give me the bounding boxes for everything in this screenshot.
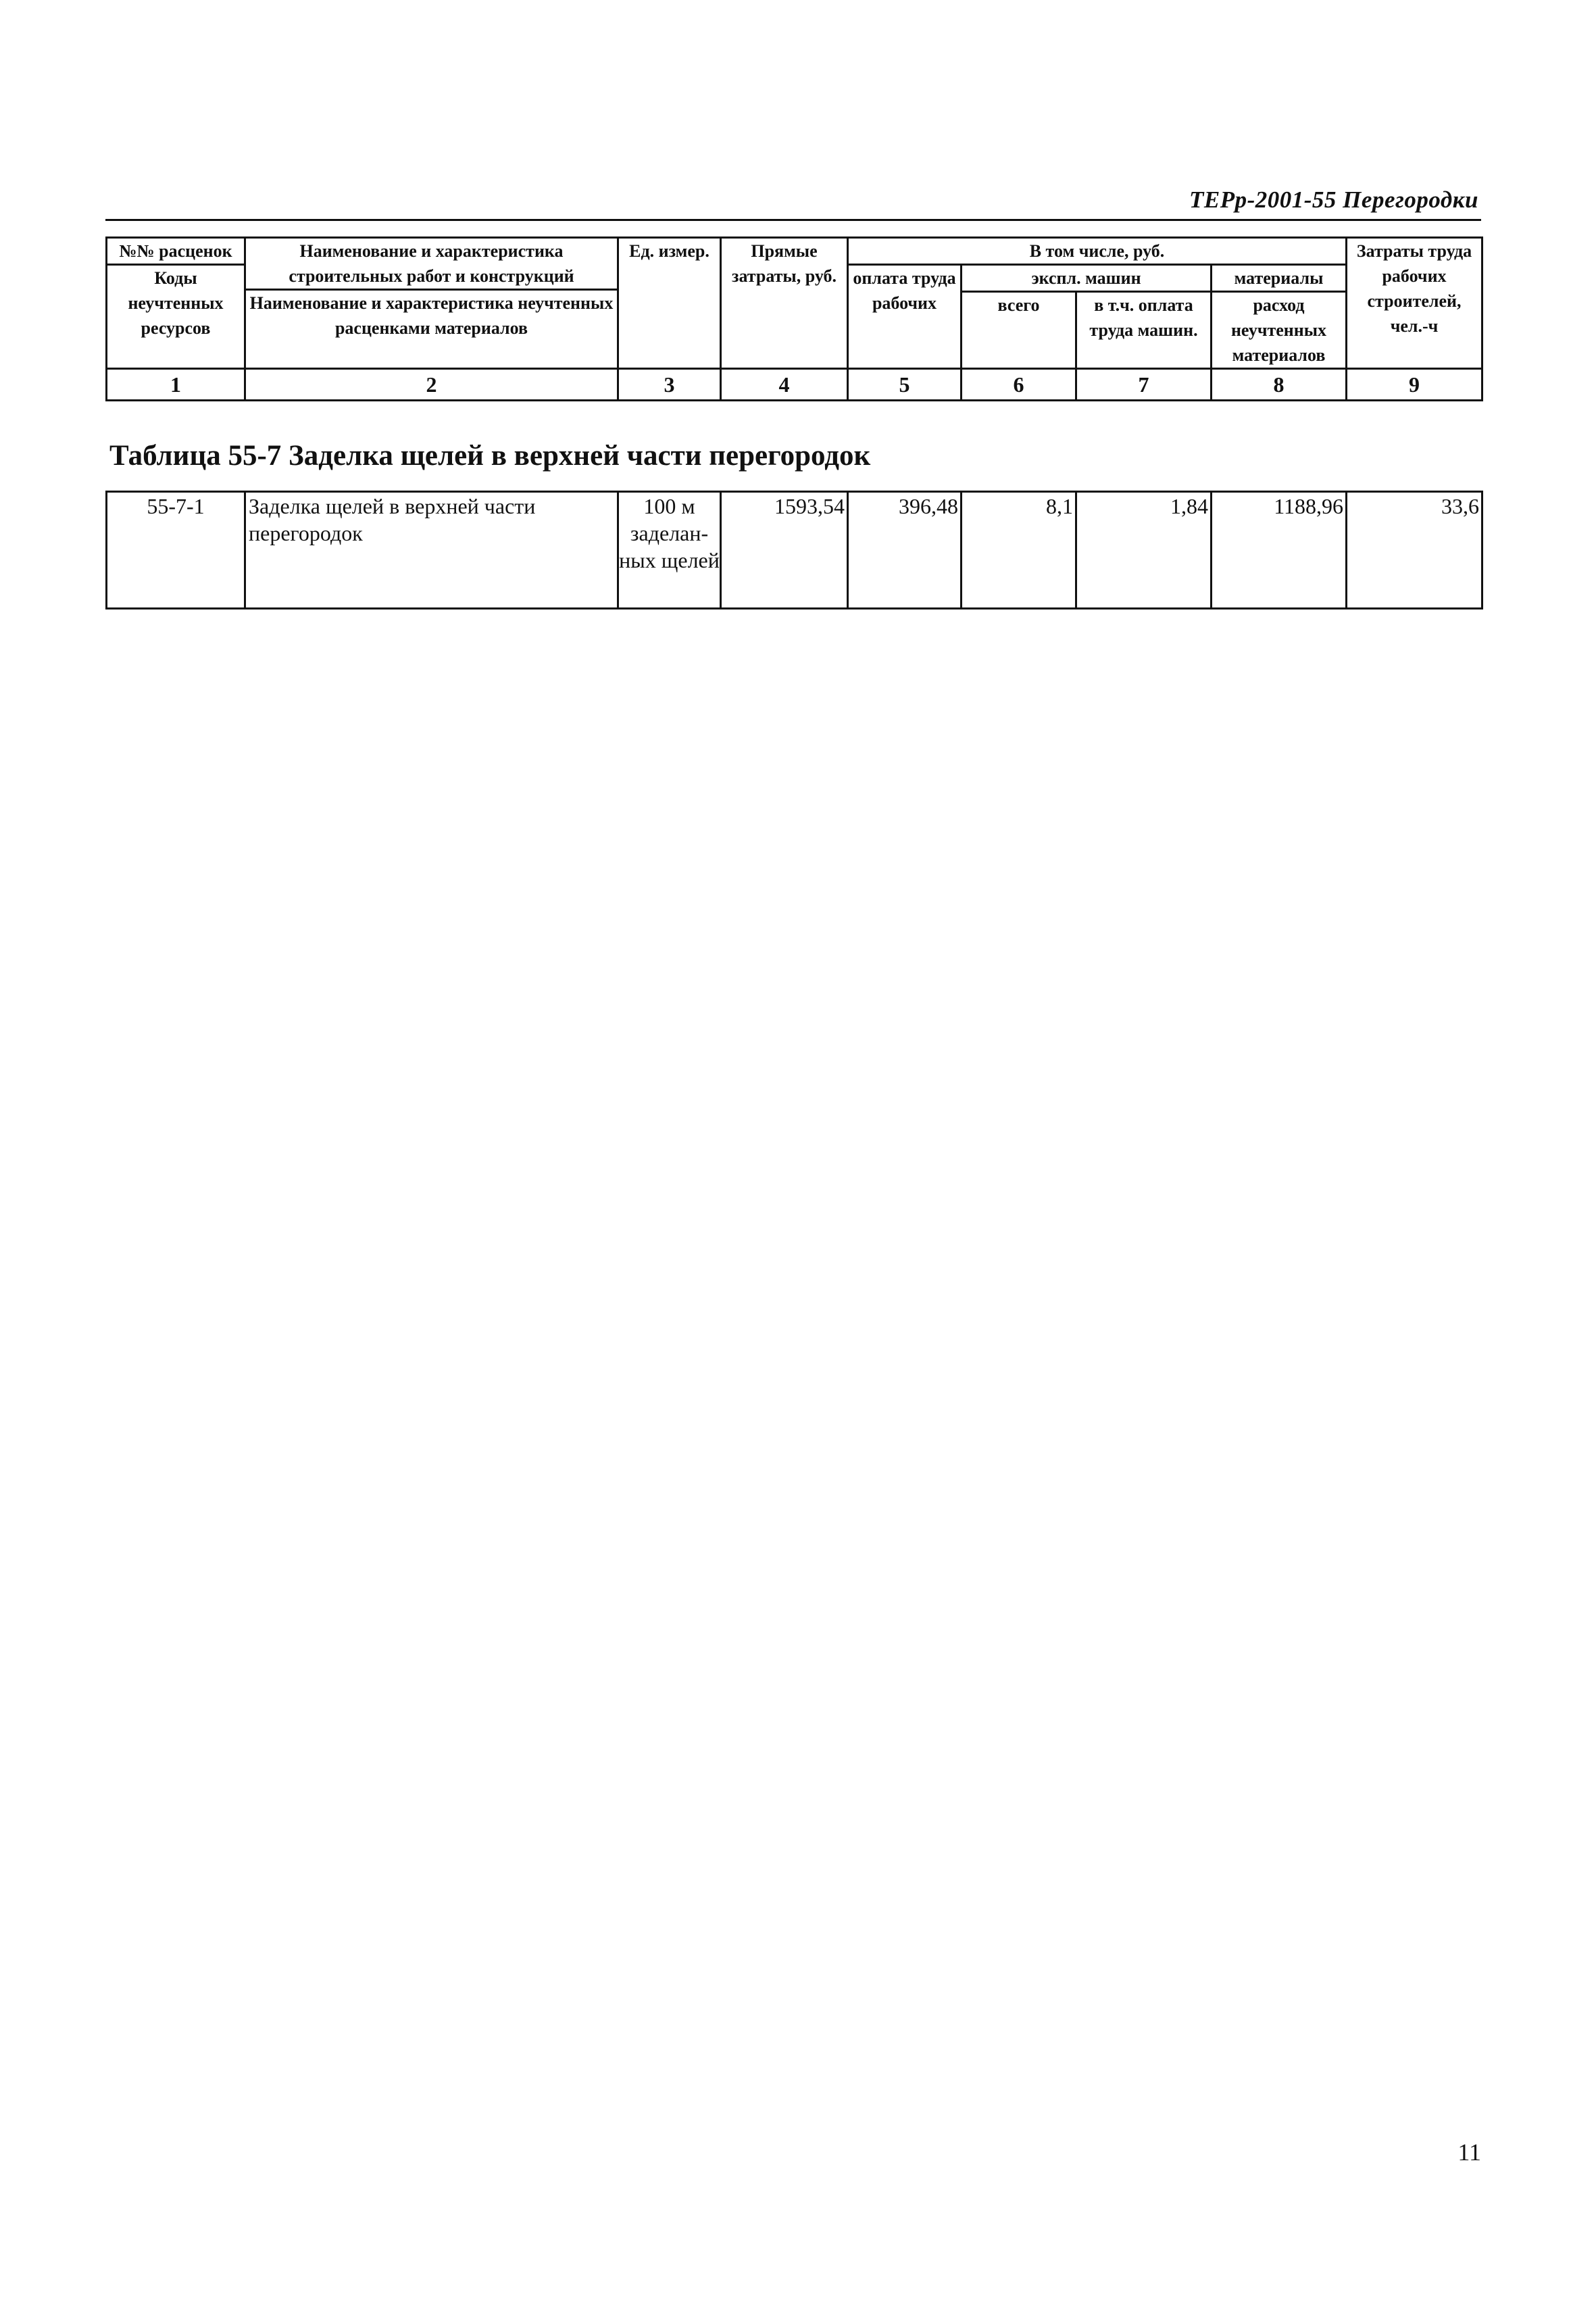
direct-costs: 1593,54 [721,492,848,609]
column-number: 1 [107,369,245,401]
labor-hours: 33,6 [1347,492,1482,609]
header-col2-bottom: Наименование и характеристика неучтенных расценками материалов [249,293,614,338]
header-col9: Затраты труда рабочих строителей, чел.-ч [1347,238,1482,369]
machines-labor: 1,84 [1076,492,1212,609]
column-number: 4 [721,369,848,401]
rate-code: 55-7-1 [107,492,245,609]
header-col6: всего [962,292,1076,369]
materials-cost: 1188,96 [1212,492,1347,609]
header-col1-bottom: Коды неучтенных ресурсов [128,268,224,338]
column-number: 8 [1212,369,1347,401]
header-group-materials: материалы [1212,265,1347,292]
header-col2 [245,238,618,369]
column-number: 5 [848,369,962,401]
header-col1-top: №№ расценок [107,239,244,266]
header-col1 [107,238,245,369]
table-row [107,492,1482,609]
header-group-machines: экспл. машин [962,265,1212,292]
column-header-table [105,237,1483,401]
header-group-including: В том числе, руб. [848,238,1347,265]
labor-pay: 396,48 [848,492,962,609]
table-caption: Таблица 55-7 Заделка щелей в верхней части перегородок [109,440,871,472]
header-col7: в т.ч. оплата труда машин. [1076,292,1212,369]
column-number: 2 [245,369,618,401]
column-number: 9 [1347,369,1482,401]
work-name: Заделка щелей в верхней части перегородок [245,492,618,609]
header-col4: Прямые затраты, руб. [721,238,848,369]
column-number: 3 [618,369,721,401]
header-col2-top: Наименование и характеристика строительных работ и конструкций [246,239,617,291]
running-header [105,186,1481,221]
header-col3: Ед. измер. [618,238,721,369]
page-number: 11 [1457,2139,1481,2166]
running-header-text: ТЕРр-2001-55 Перегородки [1189,186,1478,213]
header-col5: оплата труда рабочих [848,265,962,369]
machines-total: 8,1 [962,492,1076,609]
header-col8: расход неучтенных материалов [1212,292,1347,369]
column-number: 7 [1076,369,1212,401]
rates-table [105,491,1483,609]
column-number: 6 [962,369,1076,401]
unit: 100 м заделан-ных щелей [618,492,721,609]
